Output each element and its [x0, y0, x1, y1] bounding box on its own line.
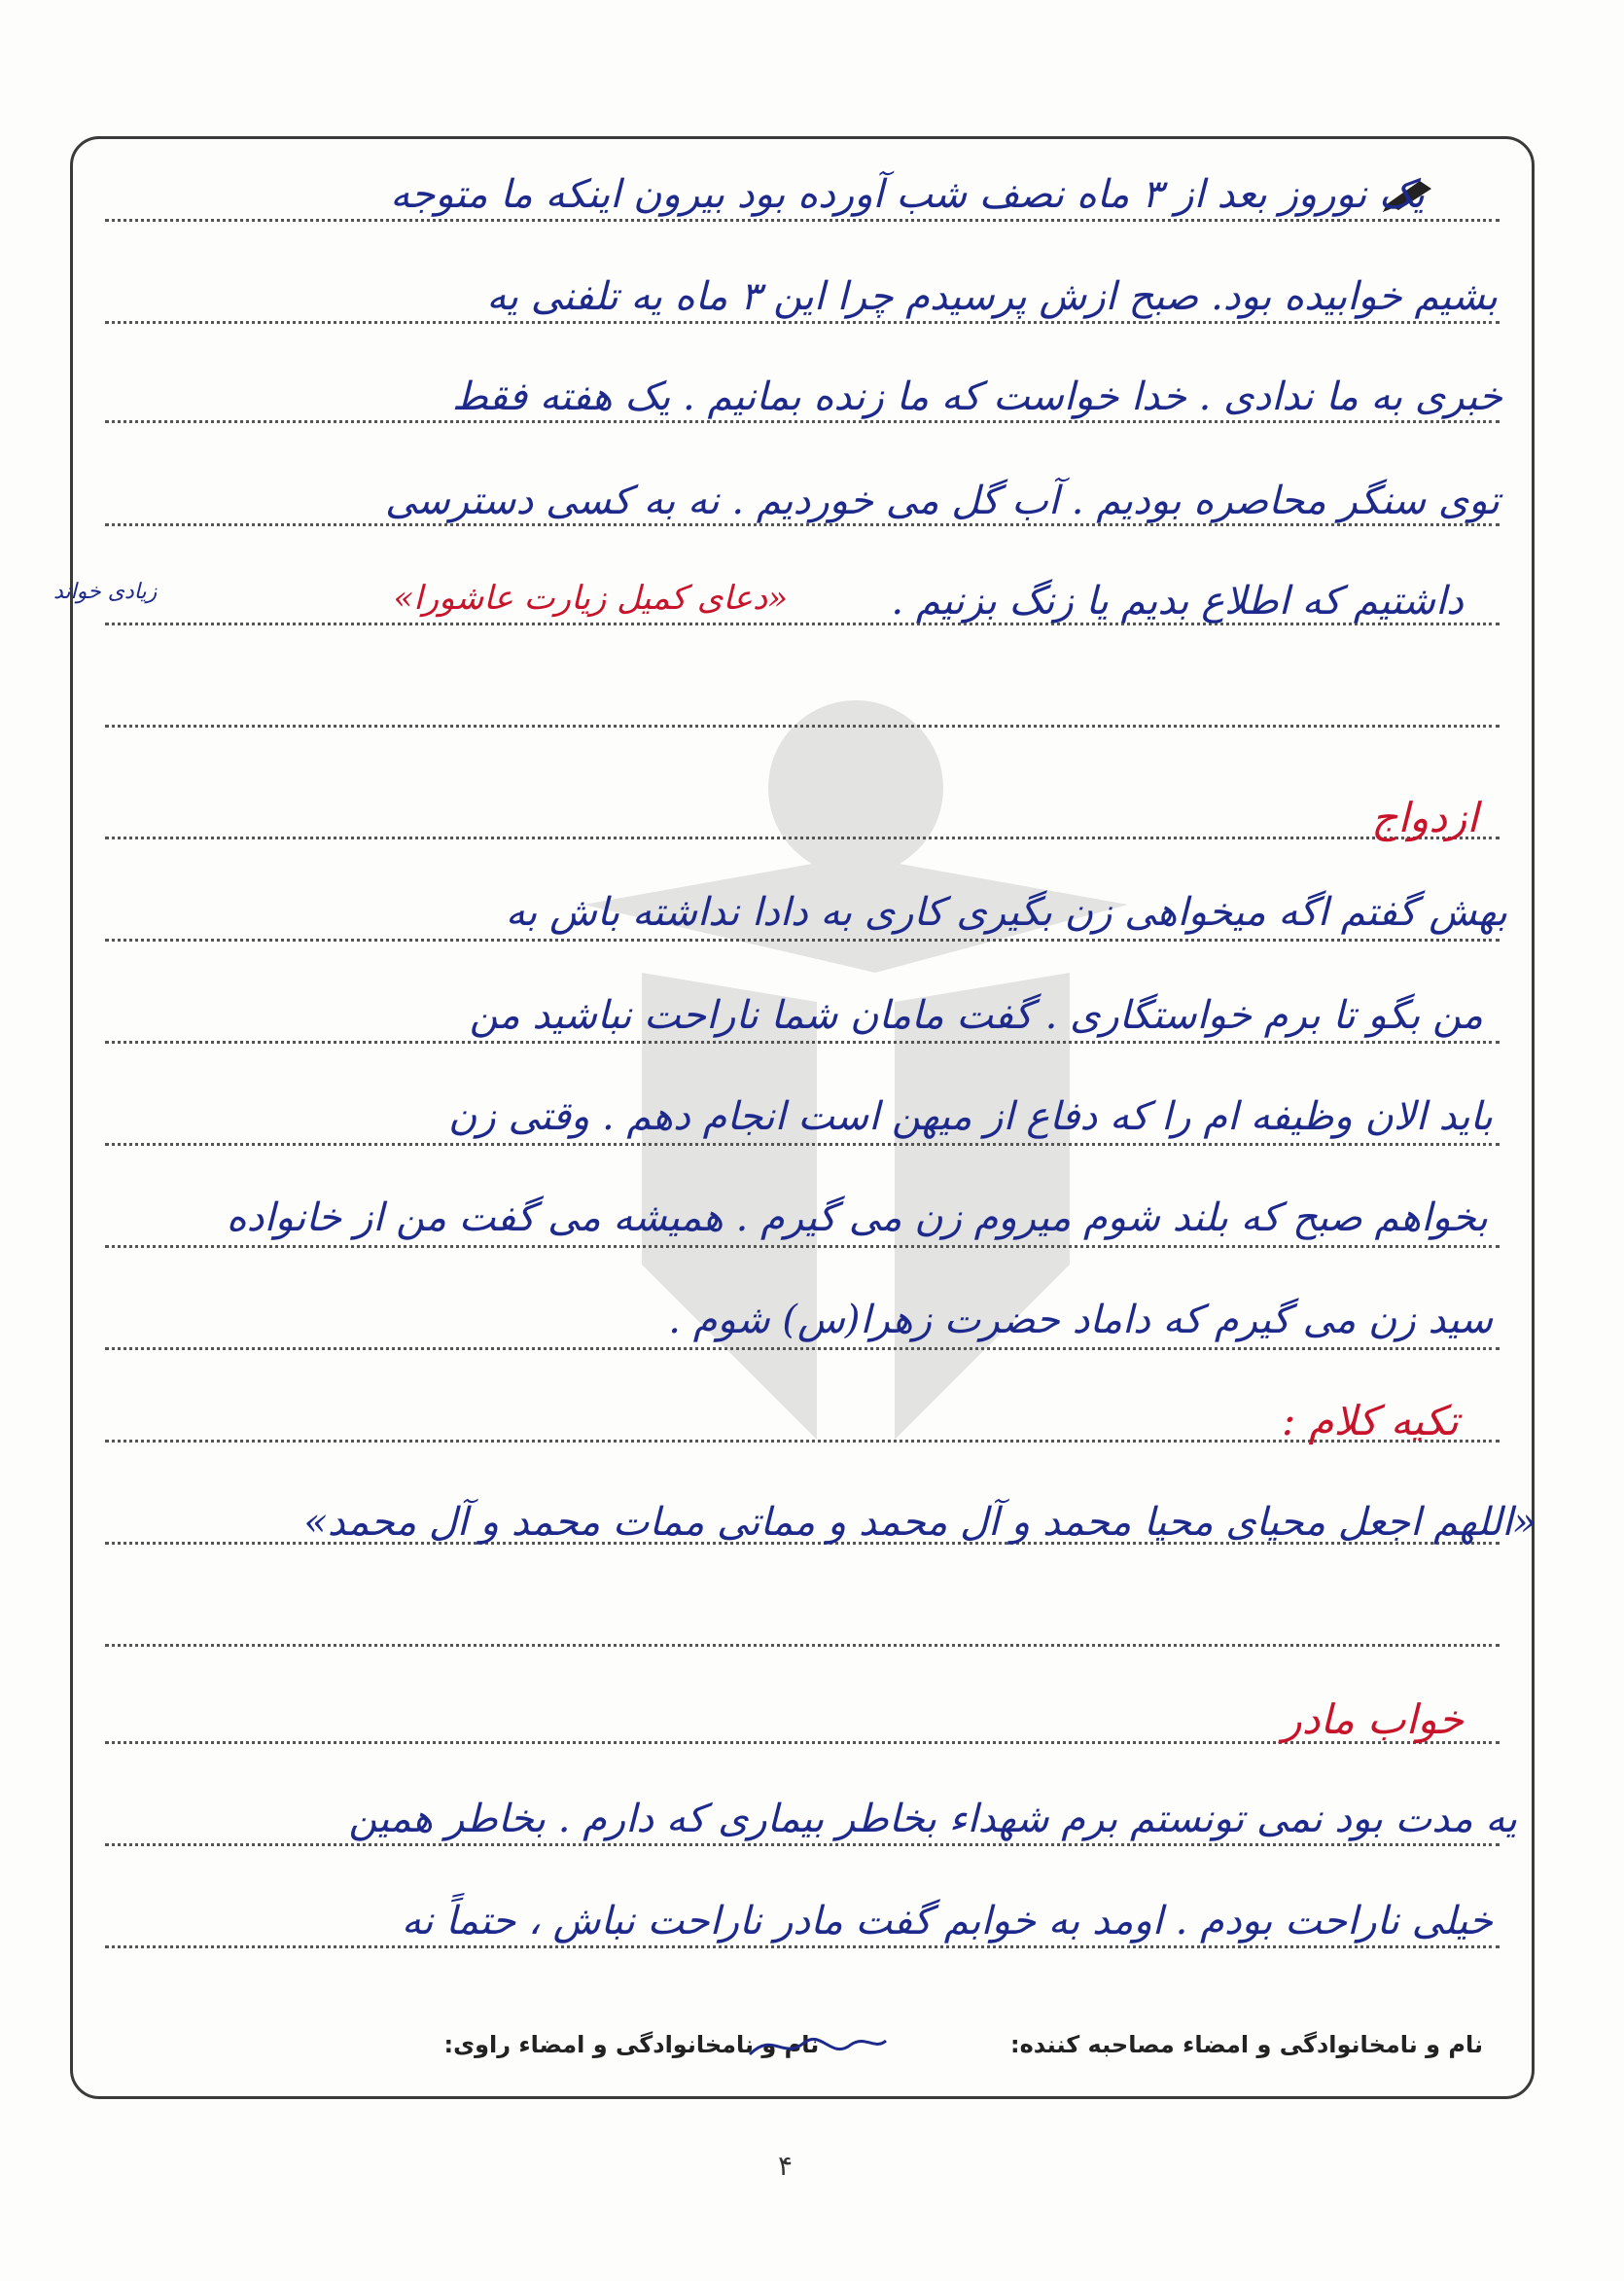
handwritten-line: توی سنگر محاصره بودیم . آب گل می خوردیم . نه به کسی دسترسی: [384, 479, 1500, 523]
handwritten-line: یه مدت بود نمی تونستم برم شهداء بخاطر بیماری که دارم . بخاطر همین: [348, 1797, 1517, 1841]
prayer-note: «دعای کمیل زیارت عاشورا»: [393, 579, 788, 618]
handwritten-line: سید زن می گیرم که داماد حضرت زهرا(س) شوم .: [668, 1298, 1493, 1342]
ruled-line: [105, 1245, 1500, 1248]
handwritten-line: بشیم خوابیده بود. صبح ازش پرسیدم چرا این ۳ ماه یه تلفنی یه: [486, 274, 1498, 319]
narrator-label: نام و نامخانوادگی و امضاء راوی:: [443, 2031, 820, 2058]
page-number: ۴: [778, 2150, 794, 2182]
interviewer-signature: [744, 2021, 890, 2068]
handwritten-line: باید الان وظیفه ام را که دفاع از میهن است انجام دهم . وقتی زن: [448, 1094, 1493, 1139]
ruled-line: [105, 1843, 1500, 1846]
section-heading-mother-dream: خواب مادر: [1282, 1695, 1464, 1743]
ruled-line: [105, 321, 1500, 324]
ruled-line: [105, 523, 1500, 526]
handwritten-line: من بگو تا برم خواستگاری . گفت مامان شما ناراحت نباشید من: [469, 993, 1483, 1038]
margin-note: زیادی خواند: [53, 580, 158, 604]
handwritten-line: بخواهم صبح که بلند شوم میروم زن می گیرم . همیشه می گفت من از خانواده: [226, 1195, 1488, 1240]
ruled-line: [105, 420, 1500, 423]
ruled-line: [105, 725, 1500, 728]
ruled-line: [105, 1945, 1500, 1948]
section-heading-marriage: ازدواج: [1371, 794, 1478, 841]
ruled-line: [105, 837, 1500, 839]
handwritten-line: خیلی ناراحت بودم . اومد به خوابم گفت مادر ناراحت نباش ، حتماً نه: [401, 1899, 1493, 1943]
handwritten-line: یک نوروز بعد از ۳ ماه نصف شب آورده بود بیرون اینکه ما متوجه: [390, 172, 1425, 217]
handwritten-line: داشتیم که اطلاع بدیم یا زنگ بزنیم .: [891, 579, 1464, 624]
emblem-watermark: [583, 681, 1128, 1479]
prayer-line: «اللهم اجعل محیای محیا محمد و آل محمد و مماتی ممات محمد و آل محمد»: [303, 1500, 1536, 1545]
ruled-line: [105, 939, 1500, 942]
interviewer-label: نام و نامخانوادگی و امضاء مصاحبه کننده:: [1010, 2031, 1483, 2058]
ruled-line: [105, 1143, 1500, 1146]
handwritten-line: بهش گفتم اگه میخواهی زن بگیری کاری به دادا نداشته باش به: [505, 890, 1507, 935]
section-heading-catchphrase: تکیه کلام :: [1282, 1397, 1459, 1444]
handwritten-line: خبری به ما ندادی . خدا خواست که ما زنده بمانیم . یک هفته فقط: [451, 374, 1502, 419]
ruled-line: [105, 1644, 1500, 1647]
ruled-line: [105, 219, 1500, 222]
ruled-line: [105, 1041, 1500, 1044]
ruled-line: [105, 1347, 1500, 1350]
